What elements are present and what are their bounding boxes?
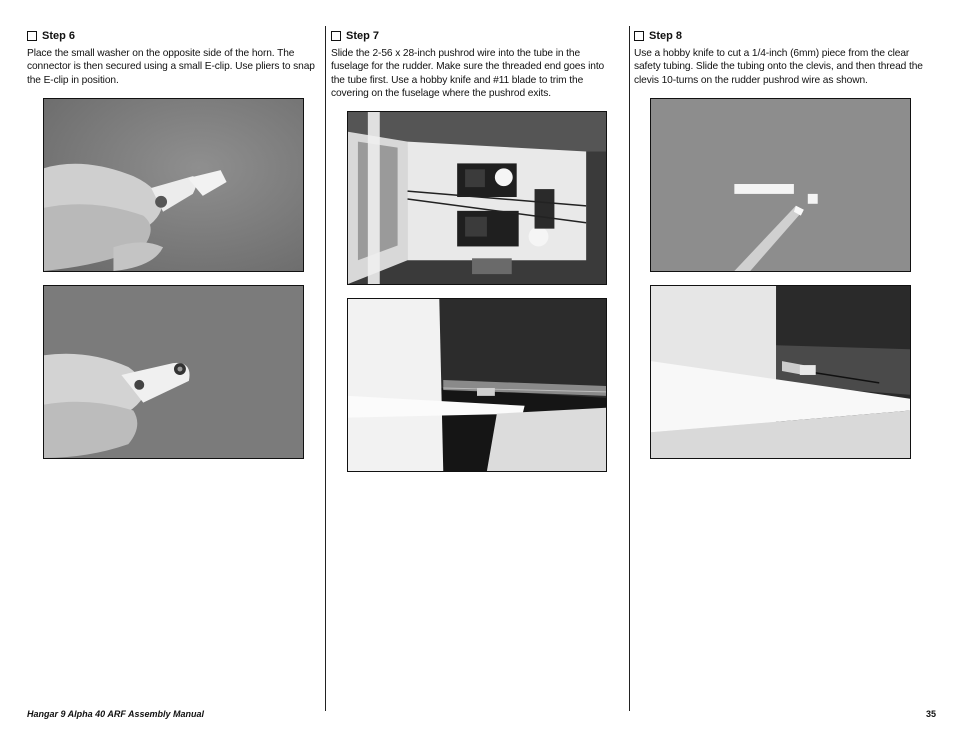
step-7-title: Step 7	[346, 30, 380, 42]
step-7-section	[331, 28, 613, 100]
column-divider-1	[325, 26, 326, 711]
step-7-instructions: Slide the 2-56 x 28-inch pushrod wire into the tube in the fuselage for the rudder. Make sure the threaded end goes into the tube first. Use a hobby knife and #11 blade to trim the covering on the fuselage where the pushrod exits.	[331, 48, 605, 99]
step-8-checkbox-icon[interactable]	[634, 31, 644, 41]
step-7-photo-pushrod-exit	[347, 298, 607, 472]
column-divider-2	[629, 26, 630, 711]
step-8-photo-cut-tubing	[650, 98, 911, 272]
step-6-photo-washer	[43, 98, 304, 272]
step-8-title: Step 8	[649, 30, 683, 42]
step-6-instructions: Place the small washer on the opposite side of the horn. The connector is then secured using a small E-clip. Use pliers to snap the E-clip in position.	[27, 48, 315, 86]
step-6-photo-e-clip	[43, 285, 304, 459]
step-8-section	[634, 28, 924, 87]
step-7-checkbox-icon[interactable]	[331, 31, 341, 41]
step-6-checkbox-icon[interactable]	[27, 31, 37, 41]
step-7-photo-fuselage-servos	[347, 111, 607, 285]
step-8-instructions: Use a hobby knife to cut a 1/4-inch (6mm) piece from the clear safety tubing. Slide the tubing onto the clevis, and then thread the clevis 10-turns on the rudder pushrod wire as shown.	[634, 48, 923, 86]
footer-manual-title: Hangar 9 Alpha 40 ARF Assembly Manual	[27, 709, 205, 719]
step-8-heading	[634, 28, 924, 44]
step-6-section	[27, 28, 318, 87]
step-6-title: Step 6	[42, 30, 76, 42]
step-6-heading	[27, 28, 318, 44]
step-7-heading	[331, 28, 613, 44]
footer-page-number: 35	[925, 709, 936, 719]
step-8-photo-clevis-installed	[650, 285, 911, 459]
